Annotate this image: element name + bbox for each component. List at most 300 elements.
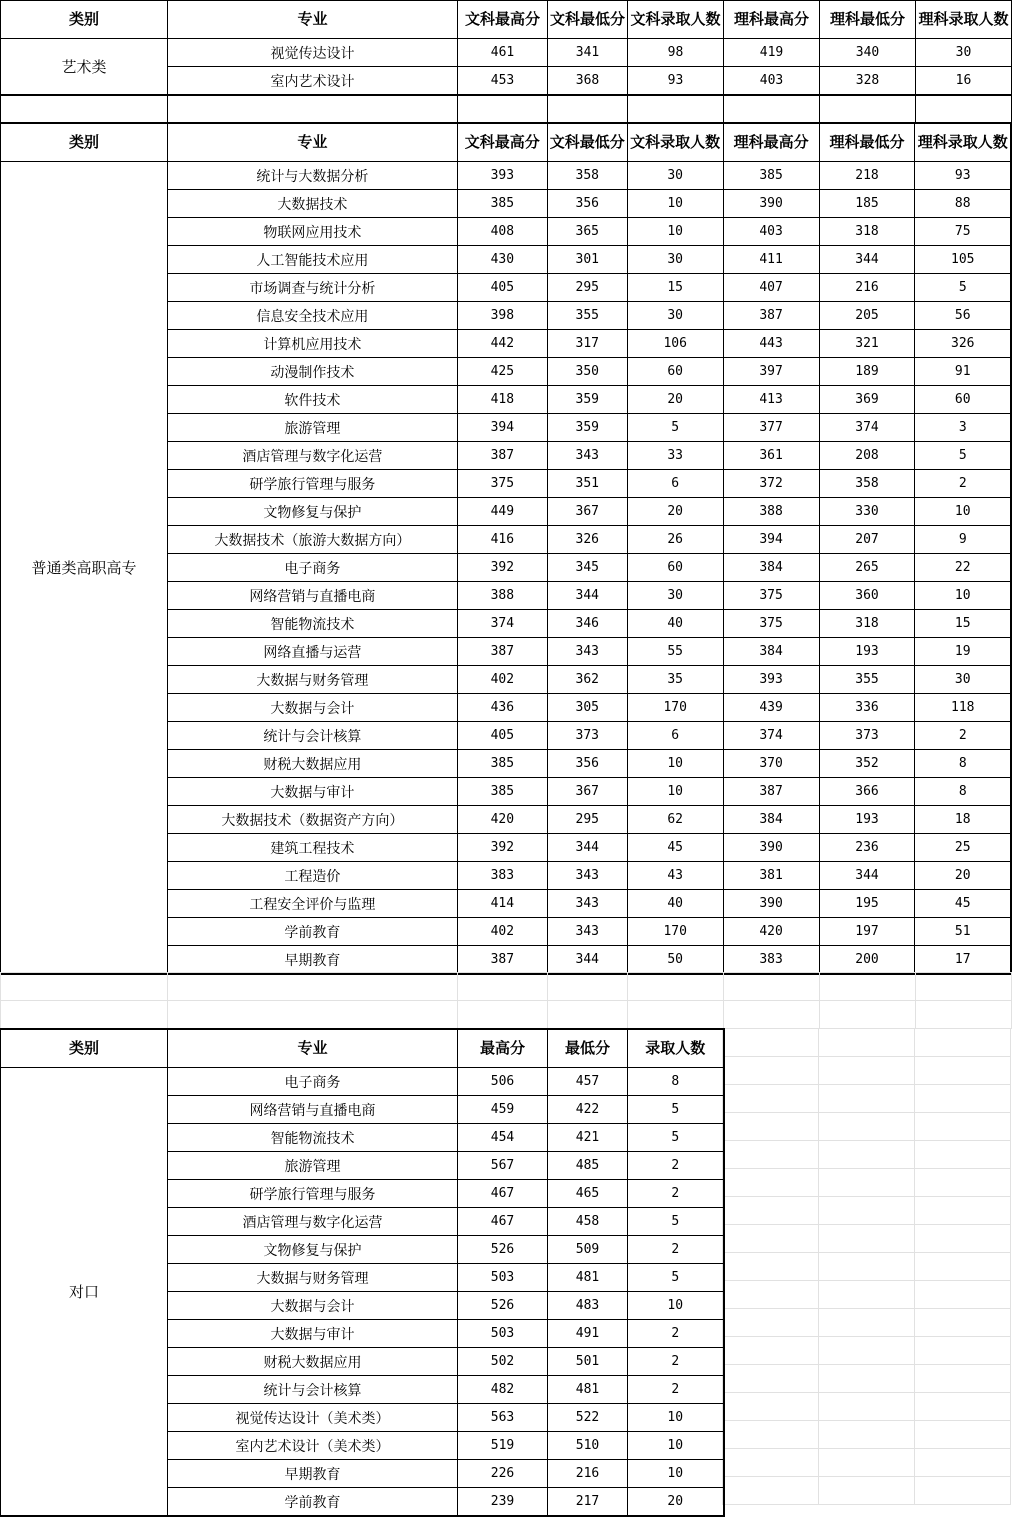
li-min-cell[interactable]: 369 [819,386,915,414]
wen-count-cell[interactable]: 10 [627,218,723,246]
max-cell[interactable]: 563 [458,1404,548,1432]
major-cell[interactable]: 研学旅行管理与服务 [168,1180,458,1208]
major-cell[interactable]: 大数据与会计 [167,694,457,722]
min-cell[interactable]: 501 [548,1348,628,1376]
empty-cell[interactable] [915,1029,1011,1057]
count-cell[interactable]: 10 [628,1292,724,1320]
li-min-cell[interactable]: 321 [819,330,915,358]
major-cell[interactable]: 旅游管理 [168,1152,458,1180]
wen-max-cell[interactable]: 430 [457,246,547,274]
empty-cell[interactable] [819,1197,915,1225]
min-cell[interactable]: 465 [548,1180,628,1208]
max-cell[interactable]: 239 [458,1488,548,1517]
wen-min-cell[interactable]: 344 [547,946,627,975]
wen-min-cell[interactable]: 373 [547,722,627,750]
wen-max-cell[interactable]: 405 [457,722,547,750]
header-min[interactable]: 最低分 [548,1029,628,1068]
min-cell[interactable]: 216 [548,1460,628,1488]
li-max-cell[interactable]: 390 [723,834,819,862]
major-cell[interactable]: 建筑工程技术 [167,834,457,862]
wen-count-cell[interactable]: 43 [627,862,723,890]
major-cell[interactable]: 研学旅行管理与服务 [167,470,457,498]
min-cell[interactable]: 481 [548,1376,628,1404]
count-cell[interactable]: 5 [628,1124,724,1152]
li-max-cell[interactable]: 413 [723,386,819,414]
empty-cell[interactable] [819,1477,915,1505]
wen-max-cell[interactable]: 414 [457,890,547,918]
wen-min-cell[interactable]: 343 [547,862,627,890]
empty-cell[interactable] [458,973,548,1001]
wen-max-cell[interactable]: 375 [457,470,547,498]
wen-count-cell[interactable]: 30 [627,302,723,330]
wen-count-cell[interactable]: 93 [628,67,724,96]
li-max-cell[interactable]: 361 [723,442,819,470]
empty-cell[interactable] [915,1449,1011,1477]
li-count-cell[interactable]: 118 [915,694,1011,722]
empty-cell[interactable] [915,1253,1011,1281]
wen-min-cell[interactable]: 344 [547,582,627,610]
li-max-cell[interactable]: 420 [723,918,819,946]
li-count-cell[interactable]: 75 [915,218,1011,246]
min-cell[interactable]: 509 [548,1236,628,1264]
wen-count-cell[interactable]: 10 [627,778,723,806]
wen-max-cell[interactable]: 394 [457,414,547,442]
count-cell[interactable]: 8 [628,1068,724,1096]
li-max-cell[interactable]: 411 [723,246,819,274]
header-wen-min[interactable]: 文科最低分 [547,123,627,162]
wen-min-cell[interactable]: 341 [548,39,628,67]
wen-count-cell[interactable]: 170 [627,918,723,946]
empty-cell[interactable] [168,1001,458,1029]
li-min-cell[interactable]: 344 [819,862,915,890]
wen-max-cell[interactable]: 387 [457,638,547,666]
major-cell[interactable]: 市场调查与统计分析 [167,274,457,302]
wen-count-cell[interactable]: 55 [627,638,723,666]
li-max-cell[interactable]: 374 [723,722,819,750]
wen-max-cell[interactable]: 442 [457,330,547,358]
count-cell[interactable]: 2 [628,1236,724,1264]
empty-cell[interactable] [628,1001,724,1029]
li-count-cell[interactable]: 17 [915,946,1011,975]
count-cell[interactable]: 2 [628,1180,724,1208]
wen-min-cell[interactable]: 368 [548,67,628,96]
li-max-cell[interactable]: 390 [723,190,819,218]
wen-count-cell[interactable]: 62 [627,806,723,834]
min-cell[interactable]: 510 [548,1432,628,1460]
min-cell[interactable]: 422 [548,1096,628,1124]
empty-cell[interactable] [723,1197,819,1225]
empty-cell[interactable] [915,1337,1011,1365]
empty-cell[interactable] [915,1281,1011,1309]
empty-cell[interactable] [548,96,628,124]
empty-cell[interactable] [628,973,724,1001]
li-count-cell[interactable]: 5 [915,274,1011,302]
empty-cell[interactable] [916,96,1012,124]
major-cell[interactable]: 统计与会计核算 [167,722,457,750]
major-cell[interactable]: 早期教育 [167,946,457,975]
li-min-cell[interactable]: 358 [819,470,915,498]
li-min-cell[interactable]: 366 [819,778,915,806]
major-cell[interactable]: 早期教育 [168,1460,458,1488]
wen-max-cell[interactable]: 436 [457,694,547,722]
empty-cell[interactable] [819,1029,915,1057]
header-wen-min[interactable]: 文科最低分 [548,1,628,39]
count-cell[interactable]: 2 [628,1376,724,1404]
empty-cell[interactable] [723,1057,819,1085]
wen-min-cell[interactable]: 343 [547,638,627,666]
wen-count-cell[interactable]: 30 [627,162,723,190]
wen-max-cell[interactable]: 425 [457,358,547,386]
major-cell[interactable]: 财税大数据应用 [168,1348,458,1376]
li-max-cell[interactable]: 370 [723,750,819,778]
li-count-cell[interactable]: 2 [915,470,1011,498]
empty-cell[interactable] [915,1113,1011,1141]
min-cell[interactable]: 485 [548,1152,628,1180]
wen-min-cell[interactable]: 345 [547,554,627,582]
wen-count-cell[interactable]: 60 [627,358,723,386]
major-cell[interactable]: 统计与会计核算 [168,1376,458,1404]
empty-cell[interactable] [723,1029,819,1057]
empty-cell[interactable] [819,1337,915,1365]
wen-min-cell[interactable]: 326 [547,526,627,554]
empty-cell[interactable] [723,1225,819,1253]
wen-min-cell[interactable]: 295 [547,806,627,834]
li-max-cell[interactable]: 383 [723,946,819,975]
header-li-count[interactable]: 理科录取人数 [915,123,1011,162]
li-max-cell[interactable]: 385 [723,162,819,190]
li-count-cell[interactable]: 105 [915,246,1011,274]
max-cell[interactable]: 482 [458,1376,548,1404]
major-cell[interactable]: 大数据与会计 [168,1292,458,1320]
count-cell[interactable]: 2 [628,1348,724,1376]
empty-cell[interactable] [915,1085,1011,1113]
li-count-cell[interactable]: 3 [915,414,1011,442]
major-cell[interactable]: 大数据与审计 [167,778,457,806]
wen-min-cell[interactable]: 350 [547,358,627,386]
wen-max-cell[interactable]: 387 [457,946,547,975]
wen-max-cell[interactable]: 374 [457,610,547,638]
empty-cell[interactable] [1,973,168,1001]
li-count-cell[interactable]: 10 [915,582,1011,610]
li-max-cell[interactable]: 443 [723,330,819,358]
empty-cell[interactable] [548,1001,628,1029]
empty-cell[interactable] [724,973,820,1001]
li-count-cell[interactable]: 18 [915,806,1011,834]
major-cell[interactable]: 学前教育 [168,1488,458,1517]
empty-cell[interactable] [915,1309,1011,1337]
major-cell[interactable]: 大数据与审计 [168,1320,458,1348]
empty-cell[interactable] [819,1421,915,1449]
header-major[interactable]: 专业 [167,123,457,162]
major-cell[interactable]: 旅游管理 [167,414,457,442]
wen-count-cell[interactable]: 6 [627,722,723,750]
wen-min-cell[interactable]: 305 [547,694,627,722]
count-cell[interactable]: 5 [628,1096,724,1124]
wen-count-cell[interactable]: 45 [627,834,723,862]
count-cell[interactable]: 2 [628,1152,724,1180]
count-cell[interactable]: 5 [628,1208,724,1236]
wen-min-cell[interactable]: 356 [547,190,627,218]
li-min-cell[interactable]: 218 [819,162,915,190]
wen-count-cell[interactable]: 170 [627,694,723,722]
wen-min-cell[interactable]: 295 [547,274,627,302]
empty-cell[interactable] [548,973,628,1001]
major-cell[interactable]: 人工智能技术应用 [167,246,457,274]
li-max-cell[interactable]: 403 [724,67,820,96]
major-cell[interactable]: 智能物流技术 [168,1124,458,1152]
empty-cell[interactable] [723,1337,819,1365]
wen-max-cell[interactable]: 416 [457,526,547,554]
major-cell[interactable]: 信息安全技术应用 [167,302,457,330]
wen-count-cell[interactable]: 30 [627,582,723,610]
count-cell[interactable]: 10 [628,1460,724,1488]
li-max-cell[interactable]: 388 [723,498,819,526]
wen-min-cell[interactable]: 351 [547,470,627,498]
max-cell[interactable]: 502 [458,1348,548,1376]
header-category[interactable]: 类别 [1,1029,168,1068]
empty-cell[interactable] [723,1169,819,1197]
wen-min-cell[interactable]: 344 [547,834,627,862]
li-count-cell[interactable]: 20 [915,862,1011,890]
wen-count-cell[interactable]: 10 [627,190,723,218]
empty-cell[interactable] [820,1001,916,1029]
wen-count-cell[interactable]: 30 [627,246,723,274]
li-max-cell[interactable]: 387 [723,302,819,330]
empty-cell[interactable] [819,1085,915,1113]
count-cell[interactable]: 10 [628,1404,724,1432]
li-min-cell[interactable]: 207 [819,526,915,554]
li-max-cell[interactable]: 384 [723,638,819,666]
header-category[interactable]: 类别 [1,123,168,162]
count-cell[interactable]: 10 [628,1432,724,1460]
header-li-min[interactable]: 理科最低分 [819,123,915,162]
empty-cell[interactable] [819,1309,915,1337]
li-min-cell[interactable]: 195 [819,890,915,918]
wen-max-cell[interactable]: 392 [457,834,547,862]
empty-cell[interactable] [915,1421,1011,1449]
wen-min-cell[interactable]: 346 [547,610,627,638]
major-cell[interactable]: 大数据技术（旅游大数据方向） [167,526,457,554]
li-min-cell[interactable]: 193 [819,638,915,666]
max-cell[interactable]: 519 [458,1432,548,1460]
major-cell[interactable]: 网络营销与直播电商 [167,582,457,610]
wen-max-cell[interactable]: 449 [457,498,547,526]
wen-min-cell[interactable]: 358 [547,162,627,190]
empty-cell[interactable] [915,1197,1011,1225]
empty-cell[interactable] [819,1281,915,1309]
wen-max-cell[interactable]: 392 [457,554,547,582]
category-cell[interactable]: 艺术类 [1,39,168,96]
header-li-count[interactable]: 理科录取人数 [916,1,1012,39]
li-count-cell[interactable]: 88 [915,190,1011,218]
li-min-cell[interactable]: 208 [819,442,915,470]
li-max-cell[interactable]: 439 [723,694,819,722]
max-cell[interactable]: 506 [458,1068,548,1096]
li-max-cell[interactable]: 384 [723,806,819,834]
wen-max-cell[interactable]: 408 [457,218,547,246]
wen-max-cell[interactable]: 383 [457,862,547,890]
li-count-cell[interactable]: 2 [915,722,1011,750]
wen-min-cell[interactable]: 359 [547,386,627,414]
max-cell[interactable]: 503 [458,1320,548,1348]
empty-cell[interactable] [819,1449,915,1477]
major-cell[interactable]: 电子商务 [168,1068,458,1096]
li-max-cell[interactable]: 407 [723,274,819,302]
wen-count-cell[interactable]: 106 [627,330,723,358]
empty-cell[interactable] [723,1309,819,1337]
header-wen-count[interactable]: 文科录取人数 [627,123,723,162]
wen-count-cell[interactable]: 26 [627,526,723,554]
major-cell[interactable]: 室内艺术设计（美术类） [168,1432,458,1460]
empty-cell[interactable] [724,1001,820,1029]
wen-min-cell[interactable]: 301 [547,246,627,274]
empty-cell[interactable] [915,1477,1011,1505]
header-wen-max[interactable]: 文科最高分 [457,123,547,162]
count-cell[interactable]: 5 [628,1264,724,1292]
empty-cell[interactable] [819,1225,915,1253]
li-min-cell[interactable]: 189 [819,358,915,386]
major-cell[interactable]: 网络直播与运营 [167,638,457,666]
max-cell[interactable]: 567 [458,1152,548,1180]
empty-cell[interactable] [819,1253,915,1281]
li-max-cell[interactable]: 372 [723,470,819,498]
wen-max-cell[interactable]: 398 [457,302,547,330]
li-count-cell[interactable]: 19 [915,638,1011,666]
li-max-cell[interactable]: 381 [723,862,819,890]
header-li-max[interactable]: 理科最高分 [724,1,820,39]
empty-cell[interactable] [819,1141,915,1169]
li-count-cell[interactable]: 51 [915,918,1011,946]
major-cell[interactable]: 文物修复与保护 [167,498,457,526]
major-cell[interactable]: 室内艺术设计 [168,67,458,96]
li-min-cell[interactable]: 216 [819,274,915,302]
wen-count-cell[interactable]: 40 [627,610,723,638]
li-min-cell[interactable]: 344 [819,246,915,274]
wen-count-cell[interactable]: 50 [627,946,723,975]
major-cell[interactable]: 计算机应用技术 [167,330,457,358]
li-max-cell[interactable]: 394 [723,526,819,554]
wen-max-cell[interactable]: 420 [457,806,547,834]
header-wen-max[interactable]: 文科最高分 [458,1,548,39]
empty-cell[interactable] [458,96,548,124]
li-min-cell[interactable]: 355 [819,666,915,694]
major-cell[interactable]: 大数据与财务管理 [167,666,457,694]
li-count-cell[interactable]: 15 [915,610,1011,638]
wen-count-cell[interactable]: 5 [627,414,723,442]
li-count-cell[interactable]: 9 [915,526,1011,554]
li-max-cell[interactable]: 397 [723,358,819,386]
li-min-cell[interactable]: 193 [819,806,915,834]
max-cell[interactable]: 526 [458,1236,548,1264]
major-cell[interactable]: 视觉传达设计（美术类） [168,1404,458,1432]
empty-cell[interactable] [819,1113,915,1141]
wen-min-cell[interactable]: 367 [547,778,627,806]
wen-min-cell[interactable]: 367 [547,498,627,526]
wen-max-cell[interactable]: 388 [457,582,547,610]
wen-max-cell[interactable]: 405 [457,274,547,302]
li-min-cell[interactable]: 373 [819,722,915,750]
wen-max-cell[interactable]: 461 [458,39,548,67]
max-cell[interactable]: 503 [458,1264,548,1292]
li-count-cell[interactable]: 30 [916,39,1012,67]
li-min-cell[interactable]: 318 [819,218,915,246]
header-li-max[interactable]: 理科最高分 [723,123,819,162]
empty-cell[interactable] [915,1141,1011,1169]
major-cell[interactable]: 工程造价 [167,862,457,890]
major-cell[interactable]: 大数据技术（数据资产方向） [167,806,457,834]
wen-min-cell[interactable]: 359 [547,414,627,442]
header-max[interactable]: 最高分 [458,1029,548,1068]
min-cell[interactable]: 458 [548,1208,628,1236]
li-count-cell[interactable]: 25 [915,834,1011,862]
li-max-cell[interactable]: 393 [723,666,819,694]
li-count-cell[interactable]: 8 [915,750,1011,778]
empty-cell[interactable] [1,96,168,124]
empty-cell[interactable] [819,1393,915,1421]
li-count-cell[interactable]: 30 [915,666,1011,694]
header-wen-count[interactable]: 文科录取人数 [628,1,724,39]
wen-count-cell[interactable]: 35 [627,666,723,694]
empty-cell[interactable] [723,1085,819,1113]
empty-cell[interactable] [168,973,458,1001]
li-count-cell[interactable]: 10 [915,498,1011,526]
major-cell[interactable]: 酒店管理与数字化运营 [167,442,457,470]
major-cell[interactable]: 软件技术 [167,386,457,414]
category-cell[interactable]: 普通类高职高专 [1,162,168,975]
empty-cell[interactable] [168,96,458,124]
min-cell[interactable]: 457 [548,1068,628,1096]
li-min-cell[interactable]: 374 [819,414,915,442]
min-cell[interactable]: 421 [548,1124,628,1152]
wen-max-cell[interactable]: 385 [457,778,547,806]
wen-min-cell[interactable]: 343 [547,442,627,470]
empty-cell[interactable] [915,1393,1011,1421]
li-count-cell[interactable]: 326 [915,330,1011,358]
wen-min-cell[interactable]: 365 [547,218,627,246]
li-min-cell[interactable]: 360 [819,582,915,610]
li-min-cell[interactable]: 236 [819,834,915,862]
li-count-cell[interactable]: 8 [915,778,1011,806]
empty-cell[interactable] [915,1169,1011,1197]
min-cell[interactable]: 481 [548,1264,628,1292]
header-count[interactable]: 录取人数 [628,1029,724,1068]
li-min-cell[interactable]: 205 [819,302,915,330]
major-cell[interactable]: 酒店管理与数字化运营 [168,1208,458,1236]
max-cell[interactable]: 467 [458,1208,548,1236]
wen-max-cell[interactable]: 385 [457,750,547,778]
major-cell[interactable]: 动漫制作技术 [167,358,457,386]
major-cell[interactable]: 文物修复与保护 [168,1236,458,1264]
major-cell[interactable]: 大数据技术 [167,190,457,218]
header-major[interactable]: 专业 [168,1,458,39]
li-max-cell[interactable]: 419 [724,39,820,67]
count-cell[interactable]: 20 [628,1488,724,1517]
max-cell[interactable]: 226 [458,1460,548,1488]
empty-cell[interactable] [723,1141,819,1169]
empty-cell[interactable] [1,1001,168,1029]
empty-cell[interactable] [723,1477,819,1505]
wen-max-cell[interactable]: 385 [457,190,547,218]
wen-count-cell[interactable]: 20 [627,386,723,414]
li-max-cell[interactable]: 375 [723,582,819,610]
empty-cell[interactable] [820,973,916,1001]
li-max-cell[interactable]: 390 [723,890,819,918]
li-max-cell[interactable]: 403 [723,218,819,246]
max-cell[interactable]: 526 [458,1292,548,1320]
min-cell[interactable]: 522 [548,1404,628,1432]
li-max-cell[interactable]: 375 [723,610,819,638]
wen-max-cell[interactable]: 402 [457,666,547,694]
